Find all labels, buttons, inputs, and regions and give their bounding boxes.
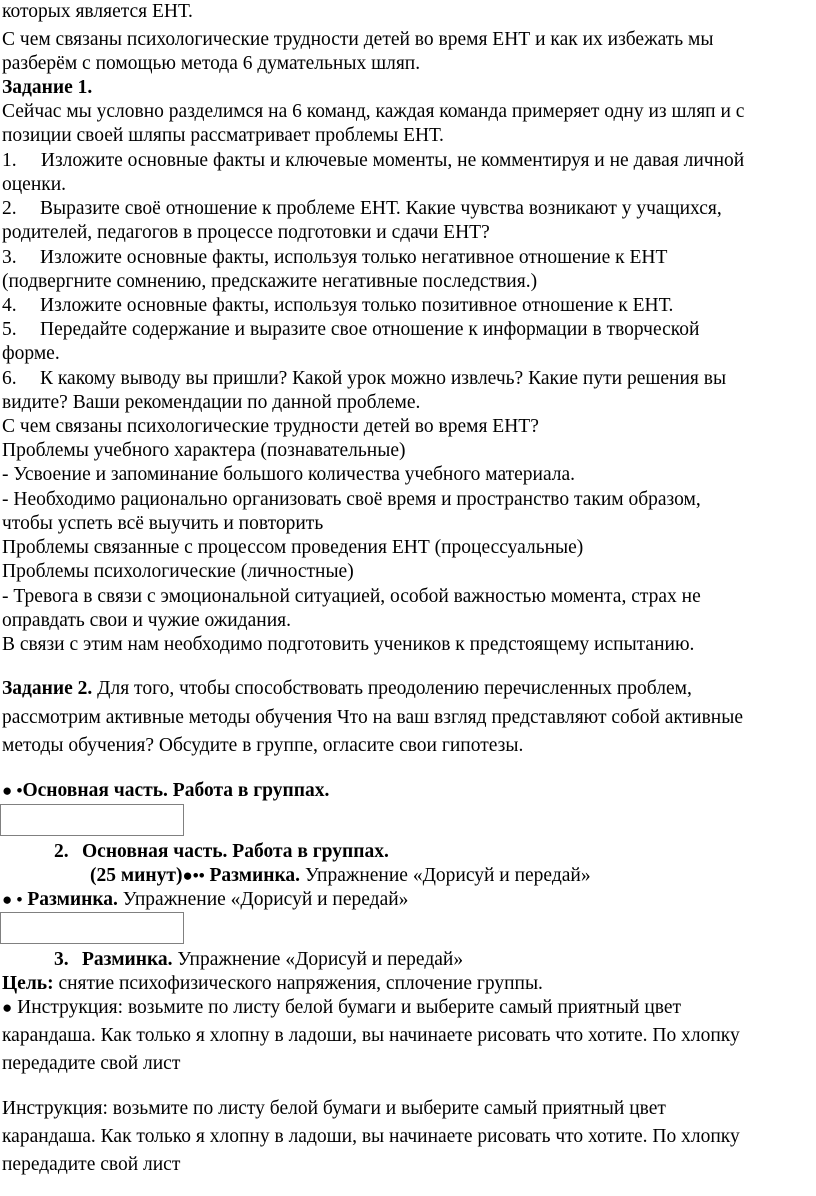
list-item-number: 4. (2, 295, 17, 316)
list-item-continuation: (подвергните сомнению, предскажите негативные последствия.) (2, 271, 538, 292)
main-part-title: Основная часть. Работа в группах. (22, 780, 330, 801)
list-item-continuation: родителей, педагогов в процессе подготовки и сдачи ЕНТ? (2, 222, 490, 243)
goal-label: Цель: (2, 973, 54, 994)
task-2-heading: Задание 2. (2, 678, 93, 699)
list-item (2, 246, 667, 270)
task-1-heading: Задание 1. (2, 77, 93, 98)
empty-frame (0, 912, 184, 944)
text-line: карандаша. Как только я хлопну в ладоши, вы начинаете рисовать что хотите. По хлопку (2, 1126, 740, 1147)
text-line: Проблемы связанные с процессом проведения ЕНТ (процессуальные) (2, 537, 584, 558)
text-line: разберём с помощью метода 6 думательных шляп. (2, 53, 421, 74)
text-line: методы обучения? Обсудите в группе, огласите свои гипотезы. (2, 735, 524, 756)
list-item (2, 367, 726, 391)
text-line: чтобы успеть всё выучить и повторить (2, 513, 324, 534)
list-item-text: Изложите основные факты, используя только позитивное отношение к ЕНТ. (40, 295, 674, 316)
bullet-icon: ● • (2, 781, 23, 800)
warmup-text: Упражнение «Дорисуй и передай» (117, 889, 409, 910)
task-2-paragraph (2, 677, 692, 701)
list-item-continuation: оценки. (2, 174, 67, 195)
section-number: 3. (54, 949, 69, 970)
list-item (2, 294, 673, 318)
text-line: Сейчас мы условно разделимся на 6 команд, каждая команда примеряет одну из шляп и с (2, 101, 745, 122)
bullet-icon: ● • (2, 890, 23, 909)
bullet-icon: ● (2, 998, 13, 1017)
list-item-continuation: видите? Ваши рекомендации по данной проблеме. (2, 392, 421, 413)
section-2-heading (54, 840, 389, 864)
instruction-line (2, 996, 681, 1020)
list-item-number: 6. (2, 368, 17, 389)
instruction-text: Инструкция: возьмите по листу белой бумаги и выберите самый приятный цвет (12, 997, 682, 1018)
section-2-subline (90, 864, 591, 888)
text-line: передадите свой лист (2, 1154, 181, 1175)
bullet-icon: ●• (182, 866, 199, 885)
text-line: которых является ЕНТ. (2, 1, 193, 22)
list-item-text: Изложите основные факты и ключевые моменты, не комментируя и не давая личной (36, 150, 745, 171)
section-time: (25 минут) (90, 865, 183, 886)
list-item-text: Изложите основные факты, используя только негативное отношение к ЕНТ (40, 247, 668, 268)
text-line: С чем связаны психологические трудности детей во время ЕНТ и как их избежать мы (2, 29, 714, 50)
text-line: позиции своей шляпы рассматривает проблемы ЕНТ. (2, 125, 444, 146)
list-item-number: 5. (2, 319, 17, 340)
text-line: Инструкция: возьмите по листу белой бумаги и выберите самый приятный цвет (2, 1098, 666, 1119)
text-line: оправдать свои и чужие ожидания. (2, 610, 291, 631)
text-line: В связи с этим нам необходимо подготовить учеников к предстоящему испытанию. (2, 634, 695, 655)
main-part-heading (2, 779, 329, 803)
bullet-icon: • (198, 866, 205, 885)
section-title: Основная часть. Работа в группах. (82, 841, 389, 862)
goal-text: снятие психофизического напряжения, сплочение группы. (53, 973, 543, 994)
section-3-heading (54, 948, 463, 972)
list-item (2, 197, 722, 221)
text-line: передадите свой лист (2, 1053, 181, 1074)
text-line: карандаша. Как только я хлопну в ладоши, вы начинаете рисовать что хотите. По хлопку (2, 1025, 740, 1046)
text-line: Проблемы психологические (личностные) (2, 561, 354, 582)
warmup-label: Разминка. (82, 949, 173, 970)
list-item-continuation: форме. (2, 343, 60, 364)
text-line: - Тревога в связи с эмоциональной ситуацией, особой важностью момента, страх не (2, 586, 701, 607)
list-item-text: К какому выводу вы пришли? Какой урок можно извлечь? Какие пути решения вы (40, 368, 727, 389)
text-line: Проблемы учебного характера (познавательные) (2, 440, 406, 461)
section-number: 2. (54, 841, 69, 862)
warmup-text: Упражнение «Дорисуй и передай» (172, 949, 464, 970)
text-line: рассмотрим активные методы обучения Что на ваш взгляд представляют собой активные (2, 707, 743, 728)
warmup-text: Упражнение «Дорисуй и передай» (300, 865, 591, 886)
warmup-label: Разминка. (204, 865, 301, 886)
list-item (2, 318, 699, 342)
task-2-text: Для того, чтобы способствовать преодолению перечисленных проблем, (92, 678, 692, 699)
list-item-text: Выразите своё отношение к проблеме ЕНТ. Какие чувства возникают у учащихся, (40, 198, 722, 219)
list-item (2, 149, 744, 173)
list-item-number: 1. (2, 150, 17, 171)
goal-line (2, 972, 543, 996)
text-line: - Усвоение и запоминание большого количества учебного материала. (2, 464, 576, 485)
warmup-label: Разминка. (22, 889, 118, 910)
list-item-number: 2. (2, 198, 17, 219)
text-line: - Необходимо рационально организовать своё время и пространство таким образом, (2, 489, 701, 510)
empty-frame (0, 804, 184, 836)
list-item-number: 3. (2, 247, 17, 268)
warmup-line (2, 888, 408, 912)
text-line: С чем связаны психологические трудности детей во время ЕНТ? (2, 416, 539, 437)
list-item-text: Передайте содержание и выразите свое отношение к информации в творческой (40, 319, 700, 340)
